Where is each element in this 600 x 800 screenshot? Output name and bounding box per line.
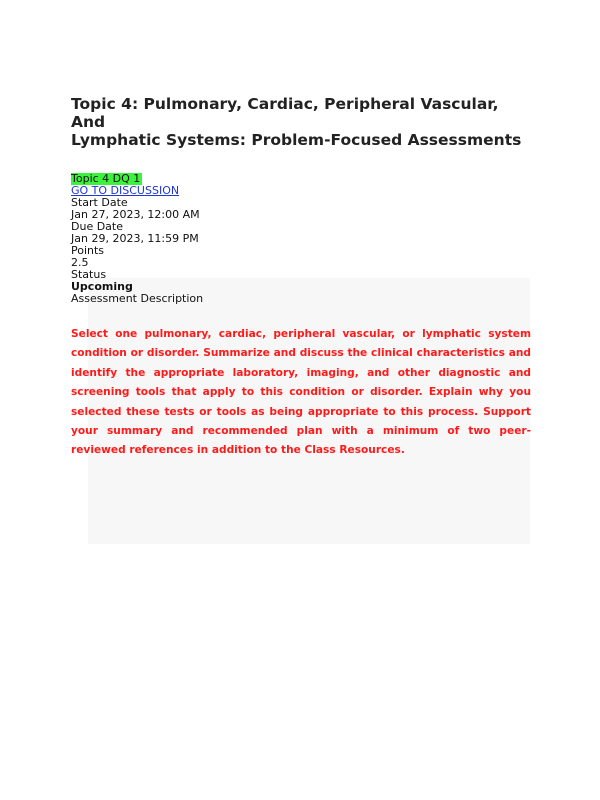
description-label: Assessment Description — [71, 292, 204, 305]
topic-tag: Topic 4 DQ 1 — [71, 172, 141, 185]
due-date-label: Due Date — [71, 220, 123, 233]
assessment-description: Select one pulmonary, cardiac, peripheral vascular, or lymphatic system condition or disorder. Summarize and discuss the clinical characteristics and identify the appropriate laboratory, imaging, and other diagnostic and screening tools that apply to this condition or disorder. Explain why you selected these tests or tools as being appropriate to this process. Support your summary and recommended plan with a minimum of two peer-reviewed references in addition to the Class Resources. — [71, 328, 531, 457]
status-value: Upcoming — [71, 280, 133, 293]
due-date-value: Jan 29, 2023, 11:59 PM — [71, 232, 199, 245]
start-date-value: Jan 27, 2023, 12:00 AM — [71, 208, 200, 221]
go-to-discussion-link[interactable]: GO TO DISCUSSION — [71, 184, 180, 197]
document-content — [71, 95, 531, 471]
points-label: Points — [71, 244, 105, 257]
points-value: 2.5 — [71, 256, 89, 269]
page-title — [71, 95, 531, 149]
start-date-label: Start Date — [71, 196, 128, 209]
page-title-line-1: Topic 4: Pulmonary, Cardiac, Peripheral Vascular, And — [71, 95, 499, 131]
status-label: Status — [71, 268, 107, 281]
assessment-meta — [71, 173, 531, 305]
page-title-line-2: Lymphatic Systems: Problem-Focused Assessments — [71, 131, 522, 149]
